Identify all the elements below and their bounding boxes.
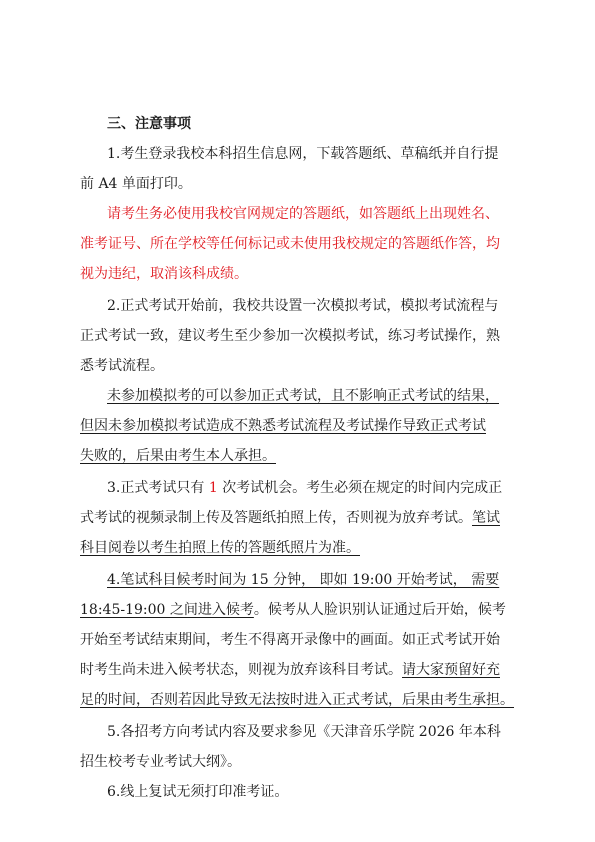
paragraph-3-text-b: 次考试机会。考生必须在规定的时间内完成正 [222, 480, 503, 496]
paragraph-4-line-2 [80, 600, 506, 620]
paragraph-6-line-1: 6.线上复试无须打印准考证。 [107, 784, 289, 800]
paragraph-3-line-2 [80, 508, 500, 528]
paragraph-2-line-2: 正式考试一致，建议考生至少参加一次模拟考试，练习考试操作，熟 [80, 328, 500, 344]
paragraph-1-line-2: 前 A4 单面打印。 [80, 176, 192, 192]
mock-exam-note-line-3: 失败的，后果由考生本人承担。 [80, 448, 276, 464]
paragraph-4-line-5: 足的时间，否则若因此导致无法按时进入正式考试，后果由考生承担。 [80, 692, 514, 708]
mock-exam-note-line-1: 未参加模拟考的可以参加正式考试，且不影响正式考试的结果， [107, 388, 499, 404]
paragraph-3-line-1 [107, 478, 502, 498]
exam-chance-count: 1 [208, 480, 218, 496]
paragraph-4-underlined-end: 请大家预留好充 [402, 662, 500, 678]
paragraph-5-line-1: 5.各招考方向考试内容及要求参见《天津音乐学院 2026 年本科 [107, 724, 501, 740]
paragraph-2-line-1: 2.正式考试开始前，我校共设置一次模拟考试，模拟考试流程与 [107, 298, 499, 314]
paragraph-5-line-2: 招生校考专业考试大纲》。 [80, 754, 241, 770]
paragraph-4-line-4 [80, 660, 500, 680]
paragraph-3-text-a: 3.正式考试只有 [107, 480, 205, 496]
paragraph-3-underlined-start: 笔试 [472, 510, 500, 526]
warning-line-3: 视为违纪，取消该科成绩。 [80, 266, 248, 282]
paragraph-4-text-b: 。候考从人脸识别认证通过后开始，候考 [253, 602, 506, 618]
warning-line-1: 请考生务必使用我校官网规定的答题纸，如答题纸上出现姓名、 [107, 206, 499, 222]
paragraph-4-text-c: 时考生尚未进入候考状态，则视为放弃该科目考试。 [80, 662, 402, 678]
paragraph-4-line-1: 4.笔试科目候考时间为 15 分钟， 即如 19:00 开始考试， 需要 [107, 572, 500, 588]
warning-line-2: 准考证号、所在学校等任何标记或未使用我校规定的答题纸作答，均 [80, 236, 500, 252]
paragraph-4-underlined-time: 18:45-19:00 之间进入候考 [80, 602, 254, 618]
paragraph-2-line-3: 悉考试流程。 [80, 358, 164, 374]
paragraph-3-text-c: 式考试的视频录制上传及答题纸拍照上传，否则视为放弃考试。 [80, 510, 472, 526]
paragraph-4-line-3: 开始至考试结束期间，考生不得离开录像中的画面。如正式考试开始 [80, 632, 500, 648]
paragraph-1-line-1: 1.考生登录我校本科招生信息网，下载答题纸、草稿纸并自行提 [107, 146, 499, 162]
mock-exam-note-line-2: 但因未参加模拟考试造成不熟悉考试流程及考试操作导致正式考试 [80, 418, 486, 434]
section-title: 三、注意事项 [107, 116, 191, 132]
paragraph-3-line-3: 科目阅卷以考生拍照上传的答题纸照片为准。 [80, 540, 360, 556]
